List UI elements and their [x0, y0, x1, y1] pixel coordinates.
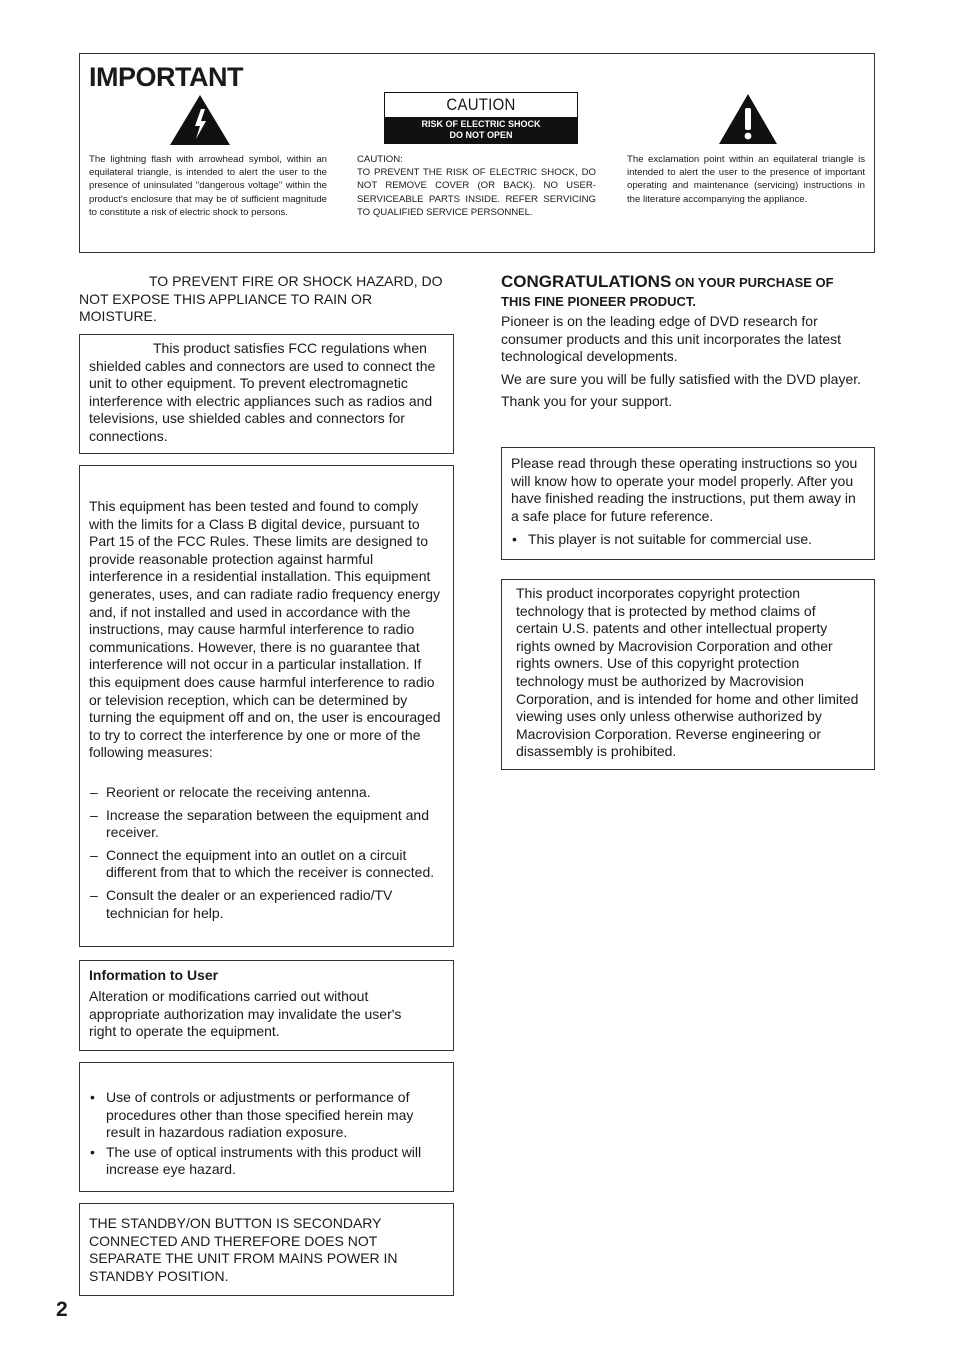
dash-marker: –: [90, 846, 98, 863]
fcc-classb-text: This equipment has been tested and found to comply with the limits for a Class B digital device, pursuant to Part 15 of the FCC Rules. These limits are designed to provide reasonable protection against harmful interference in a residential installation. This equipment generates, uses, and can radiate radio frequency energy and, if not installed and used in accordance with the instructions, may cause harmful interference to radio communications. However, there is no guarantee that interference will not occur in a particular installation. If this equipment does cause harmful interference to radio or television reception, which can be determined by turning the equipment off and on, the user is encouraged to try to correct the interference by one or more of the following measures:: [89, 498, 441, 761]
fcc-shielded-text: This product satisfies FCC regulations when shielded cables and connectors are used to connect the unit to other equipment. To prevent electromagnetic interference with electric appliances such as radios and televisions, use shielded cables and connectors for connections.: [89, 340, 436, 444]
list-item: [80, 847, 450, 882]
page-number: 2: [56, 1298, 68, 1321]
bullet-marker: •: [90, 1089, 95, 1105]
congratulations-heading: [501, 272, 876, 311]
laser-bullet-text: Use of controls or adjustments or performance of procedures other than those specified herein may result in hazardous radiation exposure.: [106, 1089, 414, 1141]
fcc-shielded-box: [79, 334, 454, 454]
measure-text: Increase the separation between the equipment and receiver.: [106, 806, 430, 841]
fcc-measures-list: [80, 784, 450, 922]
dash-marker: –: [90, 784, 98, 800]
congratulations-body: [501, 313, 873, 411]
measure-text: Consult the dealer or an experienced radio/TV technician for help.: [106, 886, 393, 921]
important-box: [79, 53, 875, 253]
bullet-marker: •: [90, 1143, 95, 1160]
dash-marker: –: [90, 886, 98, 903]
fire-shock-warning: TO PREVENT FIRE OR SHOCK HAZARD, DO NOT EXPOSE THIS APPLIANCE TO RAIN OR MOISTURE.: [79, 273, 443, 325]
congratulations-paragraph: We are sure you will be fully satisfied with the DVD player.: [501, 370, 862, 387]
list-item: [80, 784, 450, 802]
laser-list: [80, 1089, 440, 1179]
measure-text: Connect the equipment into an outlet on a circuit different from that to which the receiver is connected.: [106, 846, 435, 881]
caution-label-line1: RISK OF ELECTRIC SHOCK: [421, 119, 541, 129]
info-user-box: [79, 960, 454, 1051]
standby-text: THE STANDBY/ON BUTTON IS SECONDARY CONNECTED AND THEREFORE DOES NOT SEPARATE THE UNIT FROM MAINS POWER IN STANDBY POSITION.: [89, 1215, 398, 1284]
lightning-description: The lightning flash with arrowhead symbol, within an equilateral triangle, is intended to alert the user to the presence of uninsulated "dangerous voltage" within the product's enclosure that may be of sufficient magnitude to constitute a risk of electric shock to persons.: [89, 154, 327, 218]
laser-box: [79, 1062, 454, 1192]
standby-box: [79, 1203, 454, 1296]
fcc-classb-box: [79, 465, 454, 947]
read-instructions-box: [501, 447, 875, 560]
congratulations-rest-1: ON YOUR PURCHASE OF: [671, 275, 834, 290]
caution-text: TO PREVENT THE RISK OF ELECTRIC SHOCK, DO NOT REMOVE COVER (OR BACK). NO USER-SERVICEABLE PARTS INSIDE. REFER SERVICING TO QUALIFIED SERVICE PERSONNEL.: [357, 167, 596, 218]
list-item: [80, 1089, 440, 1142]
macrovision-text: This product incorporates copyright protection technology that is protected by method claims of certain U.S. patents and other intellectual property rights owned by Macrovision Corporation and other rights owners. Use of this copyright protection technology must be authorized by Macrovision Corporation, and is intended for home and other limited viewing uses only unless otherwise authorized by Macrovision Corporation. Reverse engineering or disassembly is prohibited.: [516, 585, 859, 760]
info-user-heading: Information to User: [89, 967, 219, 983]
commercial-use-note: This player is not suitable for commercial use.: [528, 531, 812, 547]
congratulations-paragraph: Pioneer is on the leading edge of DVD research for consumer products and this unit incorporates the latest technological developments.: [501, 313, 842, 365]
caution-label: [384, 92, 578, 144]
macrovision-box: [501, 579, 875, 770]
caution-description: [357, 153, 596, 219]
caution-label-title: CAUTION: [446, 95, 516, 114]
exclamation-description: The exclamation point within an equilateral triangle is intended to alert the user to the presence of important operating and maintenance (servicing) instructions in the literature accompanying the appliance.: [627, 154, 865, 205]
list-item: [80, 807, 450, 842]
congratulations-rest-2: THIS FINE PIONEER PRODUCT.: [501, 294, 697, 309]
info-user-text: Alteration or modifications carried out without appropriate authorization may invalidate the user's right to operate the equipment.: [89, 988, 402, 1040]
caution-heading: CAUTION:: [357, 154, 403, 165]
list-item: [80, 1144, 440, 1179]
list-item: [80, 887, 450, 922]
dash-marker: –: [90, 806, 98, 823]
measure-text: Reorient or relocate the receiving antenna.: [106, 784, 371, 800]
congratulations-paragraph: Thank you for your support.: [501, 393, 673, 410]
important-title: IMPORTANT: [89, 62, 243, 92]
list-item: [502, 531, 888, 549]
congratulations-word: CONGRATULATIONS: [501, 272, 672, 291]
caution-label-band: [385, 117, 577, 143]
read-instructions-text: Please read through these operating instructions so you will know how to operate your model properly. After you have finished reading the instructions, put them away in a safe place for future reference.: [511, 455, 858, 524]
exclamation-warning-icon: [717, 92, 779, 146]
lightning-warning-icon: [168, 93, 232, 147]
bullet-marker: •: [512, 531, 517, 547]
laser-bullet-text: The use of optical instruments with this product will increase eye hazard.: [106, 1143, 422, 1178]
caution-label-line2: DO NOT OPEN: [449, 130, 513, 140]
